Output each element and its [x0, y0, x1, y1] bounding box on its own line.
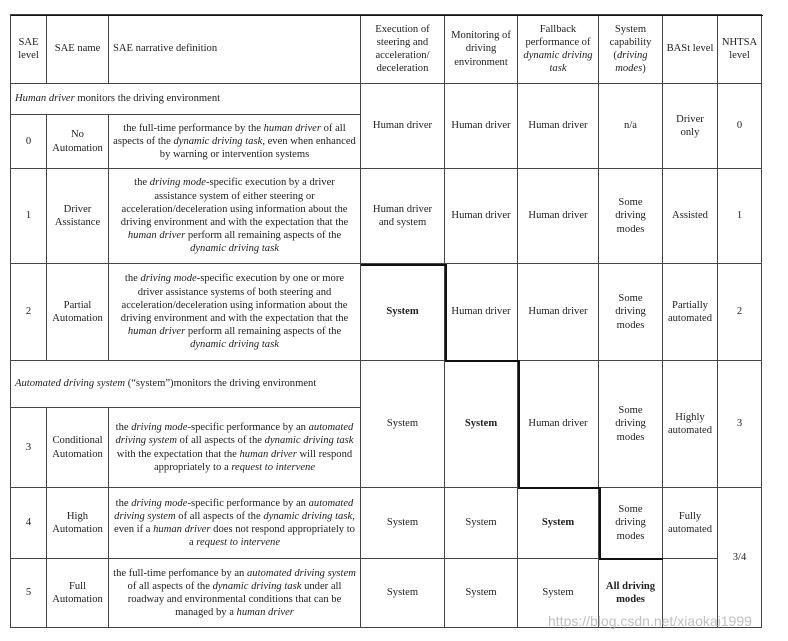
- row-name: [46, 263, 109, 361]
- row-nhtsa: [717, 360, 762, 488]
- responsibility-boundary-line: [518, 360, 520, 489]
- responsibility-boundary-line: [11, 15, 763, 16]
- italic-term: driving mode: [131, 422, 188, 434]
- row-name-text: High Automation: [52, 510, 103, 535]
- row-bast: [662, 487, 718, 559]
- row-fallback: [517, 360, 599, 488]
- text-segment: SAE narrative definition: [113, 43, 218, 55]
- header-nhtsa: [717, 14, 762, 84]
- header-nhtsa-text: [721, 36, 758, 62]
- italic-term: Human driver: [15, 93, 75, 105]
- row-fallback: [517, 83, 599, 169]
- row-capability: [598, 168, 663, 264]
- row-name: [46, 558, 109, 628]
- row-monitoring-text: Human driver: [451, 306, 511, 318]
- row-bast: [662, 168, 718, 264]
- text-segment: of all aspects of the: [176, 435, 265, 447]
- header-sae-name: [46, 14, 109, 84]
- row-fallback-text: System: [542, 587, 574, 599]
- italic-term: human driver: [263, 122, 321, 134]
- group-human-monitors: [10, 83, 361, 115]
- row-execution: [360, 168, 445, 264]
- row-execution: [360, 83, 445, 169]
- row-definition: [108, 558, 361, 628]
- row-nhtsa: [717, 83, 762, 169]
- row-execution: [360, 487, 445, 559]
- text-segment: ): [642, 63, 646, 75]
- row-bast-text: Partially automated: [667, 299, 713, 324]
- row-capability-text: All driving modes: [605, 580, 656, 605]
- row-capability-text: n/a: [624, 120, 637, 132]
- italic-term: request to intervene: [231, 461, 316, 473]
- group-system-monitors: [10, 360, 361, 408]
- row-capability: [598, 360, 663, 488]
- text-segment: SAE level: [18, 36, 39, 61]
- text-segment: -specific execution by a driver assistance system of either steering or acceleration/deceleration using information about the driving environment and with the expectation that the: [120, 177, 349, 228]
- text-segment: of all aspects of the: [113, 122, 346, 147]
- row-bast-text: Highly automated: [667, 411, 713, 436]
- italic-term: automated driving system: [115, 422, 354, 447]
- row-definition-text: [112, 567, 357, 620]
- responsibility-boundary-line: [361, 264, 446, 266]
- responsibility-boundary-line: [445, 264, 447, 362]
- row-capability-text: Some driving modes: [615, 504, 646, 542]
- row-definition: [108, 407, 361, 488]
- row-bast-text: Driver only: [676, 113, 704, 138]
- italic-term: human driver: [236, 607, 294, 619]
- row-level: [10, 114, 47, 169]
- row-execution: [360, 558, 445, 628]
- text-segment: does not respond appropriately to a: [188, 524, 355, 549]
- row-monitoring-text: Human driver: [451, 210, 511, 222]
- italic-term: driving mode: [131, 497, 188, 509]
- text-segment: System capability (: [609, 23, 652, 61]
- row-monitoring: [444, 83, 518, 169]
- row-name-text: Driver Assistance: [54, 203, 101, 228]
- row-bast: [662, 83, 718, 169]
- text-segment: the full-time performance by the: [123, 122, 264, 134]
- row-nhtsa: [717, 263, 762, 361]
- italic-term: dynamic driving task: [173, 135, 263, 147]
- row-fallback: [517, 263, 599, 361]
- text-segment: perform all remaining aspects of the: [185, 230, 342, 242]
- text-segment: Fallback performance of: [525, 23, 591, 48]
- italic-term: human driver: [127, 326, 186, 338]
- row-execution-text: System: [386, 418, 419, 430]
- text-segment: , even when enhanced by warning or intervention systems: [159, 135, 356, 161]
- row-level: [10, 558, 47, 628]
- row-monitoring-text: System: [465, 517, 497, 529]
- row-level-text: 3: [25, 441, 32, 453]
- group-human-monitors-text: [15, 92, 220, 105]
- row-level-text: 1: [25, 210, 32, 222]
- row-fallback-text: Human driver: [528, 120, 588, 132]
- row-name-text: Full Automation: [52, 580, 103, 605]
- row-level: [10, 407, 47, 488]
- row-definition: [108, 263, 361, 361]
- text-segment: with the expectation that the: [116, 448, 240, 460]
- header-execution-text: [364, 23, 441, 76]
- row-capability: [598, 83, 663, 169]
- row-fallback: [517, 168, 599, 264]
- italic-term: dynamic driving task: [190, 243, 279, 255]
- text-segment: the: [115, 422, 132, 434]
- text-segment: under all roadway and environmental conditions that can be managed by a: [127, 580, 342, 619]
- row-execution-text: Human driver: [372, 120, 433, 132]
- row-capability-text: Some driving modes: [615, 293, 646, 331]
- row-monitoring: [444, 360, 518, 488]
- italic-term: dynamic driving task: [190, 339, 279, 351]
- row-monitoring: [444, 558, 518, 628]
- text-segment: Execution of steering and acceleration/ deceleration: [375, 23, 430, 75]
- italic-term: request to intervene: [196, 537, 281, 549]
- italic-term: dynamic driving task: [523, 50, 593, 75]
- italic-term: Automated driving system: [15, 378, 126, 390]
- italic-term: dynamic driving task: [212, 580, 302, 592]
- row-bast: [662, 360, 718, 488]
- row-name: [46, 168, 109, 264]
- text-segment: SAE name: [54, 43, 101, 55]
- text-segment: NHTSA level: [721, 36, 758, 61]
- responsibility-boundary-line: [599, 558, 663, 560]
- row-definition: [108, 168, 361, 264]
- row-execution-text: Human driver and system: [372, 203, 433, 228]
- row-fallback-text: System: [541, 517, 575, 529]
- text-segment: BASt level: [666, 43, 714, 55]
- text-segment: will respond appropriately to a: [153, 448, 353, 473]
- row-fallback-text: Human driver: [528, 210, 588, 222]
- header-capability: [598, 14, 663, 84]
- header-sae-name-text: [55, 42, 101, 55]
- row-level-text: 5: [25, 587, 32, 599]
- row-monitoring-text: System: [465, 587, 497, 599]
- row-name: [46, 487, 109, 559]
- row-monitoring: [444, 487, 518, 559]
- text-segment: Monitoring of driving environment: [451, 30, 511, 68]
- header-fallback-text: [521, 23, 595, 76]
- row-monitoring-text: Human driver: [451, 120, 511, 132]
- header-sae-level-text: [14, 36, 43, 62]
- row-execution: [360, 263, 445, 361]
- row-bast-text: Assisted: [672, 210, 708, 222]
- italic-term: human driver: [153, 524, 211, 535]
- row-execution-text: System: [386, 517, 419, 529]
- row-bast-text: Fully automated: [667, 510, 713, 535]
- text-segment: -specific execution by one or more driver assistance systems of both steering and acceleration/deceleration using information about the driving environment and with the expectation that the: [120, 273, 349, 324]
- row-execution-text: System: [386, 587, 419, 599]
- responsibility-boundary-line: [518, 487, 600, 489]
- row-fallback-text: Human driver: [528, 418, 588, 430]
- row-nhtsa-text: 3: [736, 418, 743, 430]
- row-definition-text: [112, 176, 357, 255]
- row-level-text: 2: [25, 306, 32, 318]
- row-fallback-text: Human driver: [528, 306, 588, 318]
- text-segment: the: [124, 273, 141, 285]
- header-bast: [662, 14, 718, 84]
- italic-term: human driver: [127, 230, 186, 242]
- row-definition-text: [112, 497, 357, 550]
- header-monitoring: [444, 14, 518, 84]
- row-execution-text: System: [386, 306, 419, 318]
- row-level-text: 4: [25, 517, 32, 529]
- italic-term: automated driving system: [246, 567, 356, 579]
- row-capability: [598, 487, 663, 559]
- row-definition: [108, 487, 361, 559]
- text-segment: the: [134, 177, 150, 189]
- text-segment: , even if a: [114, 510, 355, 535]
- text-segment: of all aspects of the: [127, 580, 213, 592]
- text-segment: -specific performance by an: [187, 497, 309, 509]
- row-name: [46, 114, 109, 169]
- row-nhtsa-text: 2: [736, 306, 743, 318]
- header-narrative-text: [113, 42, 217, 55]
- text-segment: monitors the driving environment: [74, 93, 221, 105]
- row-fallback: [517, 487, 599, 559]
- italic-term: dynamic driving task: [263, 510, 353, 522]
- row-execution: [360, 360, 445, 488]
- header-bast-text: [667, 42, 714, 55]
- row-level: [10, 263, 47, 361]
- row-bast: [662, 263, 718, 361]
- row-name-text: No Automation: [52, 129, 103, 154]
- row-capability-text: Some driving modes: [615, 405, 646, 443]
- row-definition: [108, 114, 361, 169]
- header-execution: [360, 14, 445, 84]
- row-level: [10, 487, 47, 559]
- header-monitoring-text: [448, 29, 514, 69]
- row-capability: [598, 263, 663, 361]
- row-nhtsa: [717, 487, 762, 628]
- text-segment: (“system”)monitors the driving environment: [125, 378, 317, 390]
- row-definition-text: [112, 421, 357, 474]
- text-segment: the: [115, 497, 132, 509]
- header-capability-text: [602, 23, 659, 76]
- row-definition-text: [112, 122, 357, 162]
- row-monitoring: [444, 263, 518, 361]
- row-nhtsa-text: 0: [736, 120, 743, 132]
- row-name-text: Partial Automation: [52, 299, 103, 324]
- text-segment: perform all remaining aspects of the: [185, 326, 342, 338]
- row-level: [10, 168, 47, 264]
- italic-term: driving mode: [140, 273, 197, 285]
- italic-term: driving modes: [615, 50, 648, 75]
- row-monitoring-text: System: [464, 418, 498, 430]
- row-nhtsa-text: 3/4: [732, 551, 747, 563]
- row-monitoring: [444, 168, 518, 264]
- row-definition-text: [112, 272, 357, 351]
- group-system-monitors-text: [15, 377, 316, 390]
- italic-term: driving mode: [149, 177, 206, 189]
- header-fallback: [517, 14, 599, 84]
- italic-term: human driver: [239, 448, 297, 460]
- responsibility-boundary-line: [599, 487, 601, 560]
- row-capability-text: Some driving modes: [615, 197, 646, 235]
- row-name: [46, 407, 109, 488]
- row-level-text: 0: [25, 135, 32, 147]
- text-segment: -specific performance by an: [187, 422, 309, 434]
- header-narrative: [108, 14, 361, 84]
- text-segment: of all aspects of the: [175, 510, 264, 522]
- header-sae-level: [10, 14, 47, 84]
- row-nhtsa: [717, 168, 762, 264]
- row-nhtsa-text: 1: [736, 210, 743, 222]
- watermark: https://blog.csdn.net/xiaokai1999: [548, 613, 752, 629]
- italic-term: automated driving system: [114, 497, 354, 522]
- row-name-text: Conditional Automation: [52, 435, 103, 460]
- text-segment: the full-time perfomance by an: [113, 567, 247, 579]
- responsibility-boundary-line: [445, 360, 519, 362]
- italic-term: dynamic driving task: [264, 435, 354, 447]
